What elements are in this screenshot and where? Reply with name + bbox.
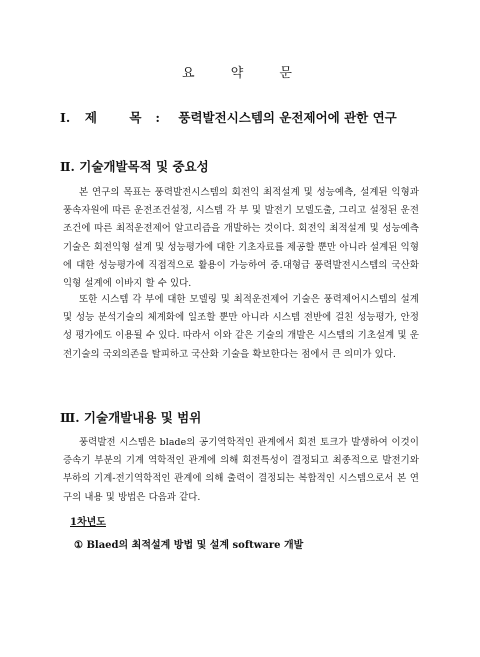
paragraph-text: 본 연구의 목표는 풍력발전시스템의 회전익 최적설계 및 성능예측, 설계된 익형과 풍속자원에 따른 운전조건설정, 시스템 각 부 및 발전기 모델도출, 그리고 설정된 운전 조건에 따른 최적운전제어 알고리즘을 개발하는 것이다. 회전익 최적설계 및 성능예측 기술은 회전익형 설계 및 성능평가에 대한 기초자료를 제공할 뿐만 아니라 설계된 익형에 대한 성능평가에 직접적으로 활용이 가능하여 중.대형급 풍력발전시스템의 국산화 익형 설계에 이바지 할 수 있다. bbox=[63, 187, 419, 290]
paragraph-text: 풍력발전 시스템은 blade의 공기역학적인 관계에서 회전 토크가 발생하여 이것이 증속기 부분의 기계 역학적인 관계에 의해 회전특성이 결정되고 최종적으로 발전기와 부하의 기계-전기역학적인 관계에 의해 출력이 결정되는 복합적인 시스템으로서 본 연구의 내용 및 방법은 다음과 같다. bbox=[63, 437, 419, 503]
list-item: ① Blaed의 최적설계 방법 및 설계 software 개발 bbox=[74, 540, 304, 551]
document-title: 요 약 문 bbox=[182, 66, 308, 81]
section-title-subject bbox=[60, 108, 397, 126]
purpose-paragraph-2 bbox=[63, 291, 419, 364]
section-heading-scope: Ⅲ. 기술개발내용 및 범위 bbox=[60, 410, 202, 425]
scope-paragraph bbox=[63, 434, 419, 507]
paragraph-text: 또한 시스템 각 부에 대한 모델링 및 최적운전제어 기술은 풍력제어시스템의 설계 및 성능 분석기술의 체계화에 일조할 뿐만 아니라 시스템 전반에 걸친 성능평가, 안정성 평가에도 이용될 수 있다. 따라서 이와 같은 기술의 개발은 시스템의 기초설계 및 운전기술의 국외의존을 탈피하고 국산화 기술을 확보한다는 점에서 큰 의미가 있다. bbox=[63, 294, 419, 360]
year-heading: 1차년도 bbox=[70, 517, 106, 528]
section-number: I. bbox=[60, 110, 71, 125]
purpose-paragraph-1 bbox=[63, 184, 419, 293]
project-title: 풍력발전시스템의 운전제어에 관한 연구 bbox=[178, 110, 397, 125]
section-heading-purpose: Ⅱ. 기술개발목적 및 중요성 bbox=[60, 159, 209, 174]
section-label: 제 목: bbox=[84, 110, 175, 125]
